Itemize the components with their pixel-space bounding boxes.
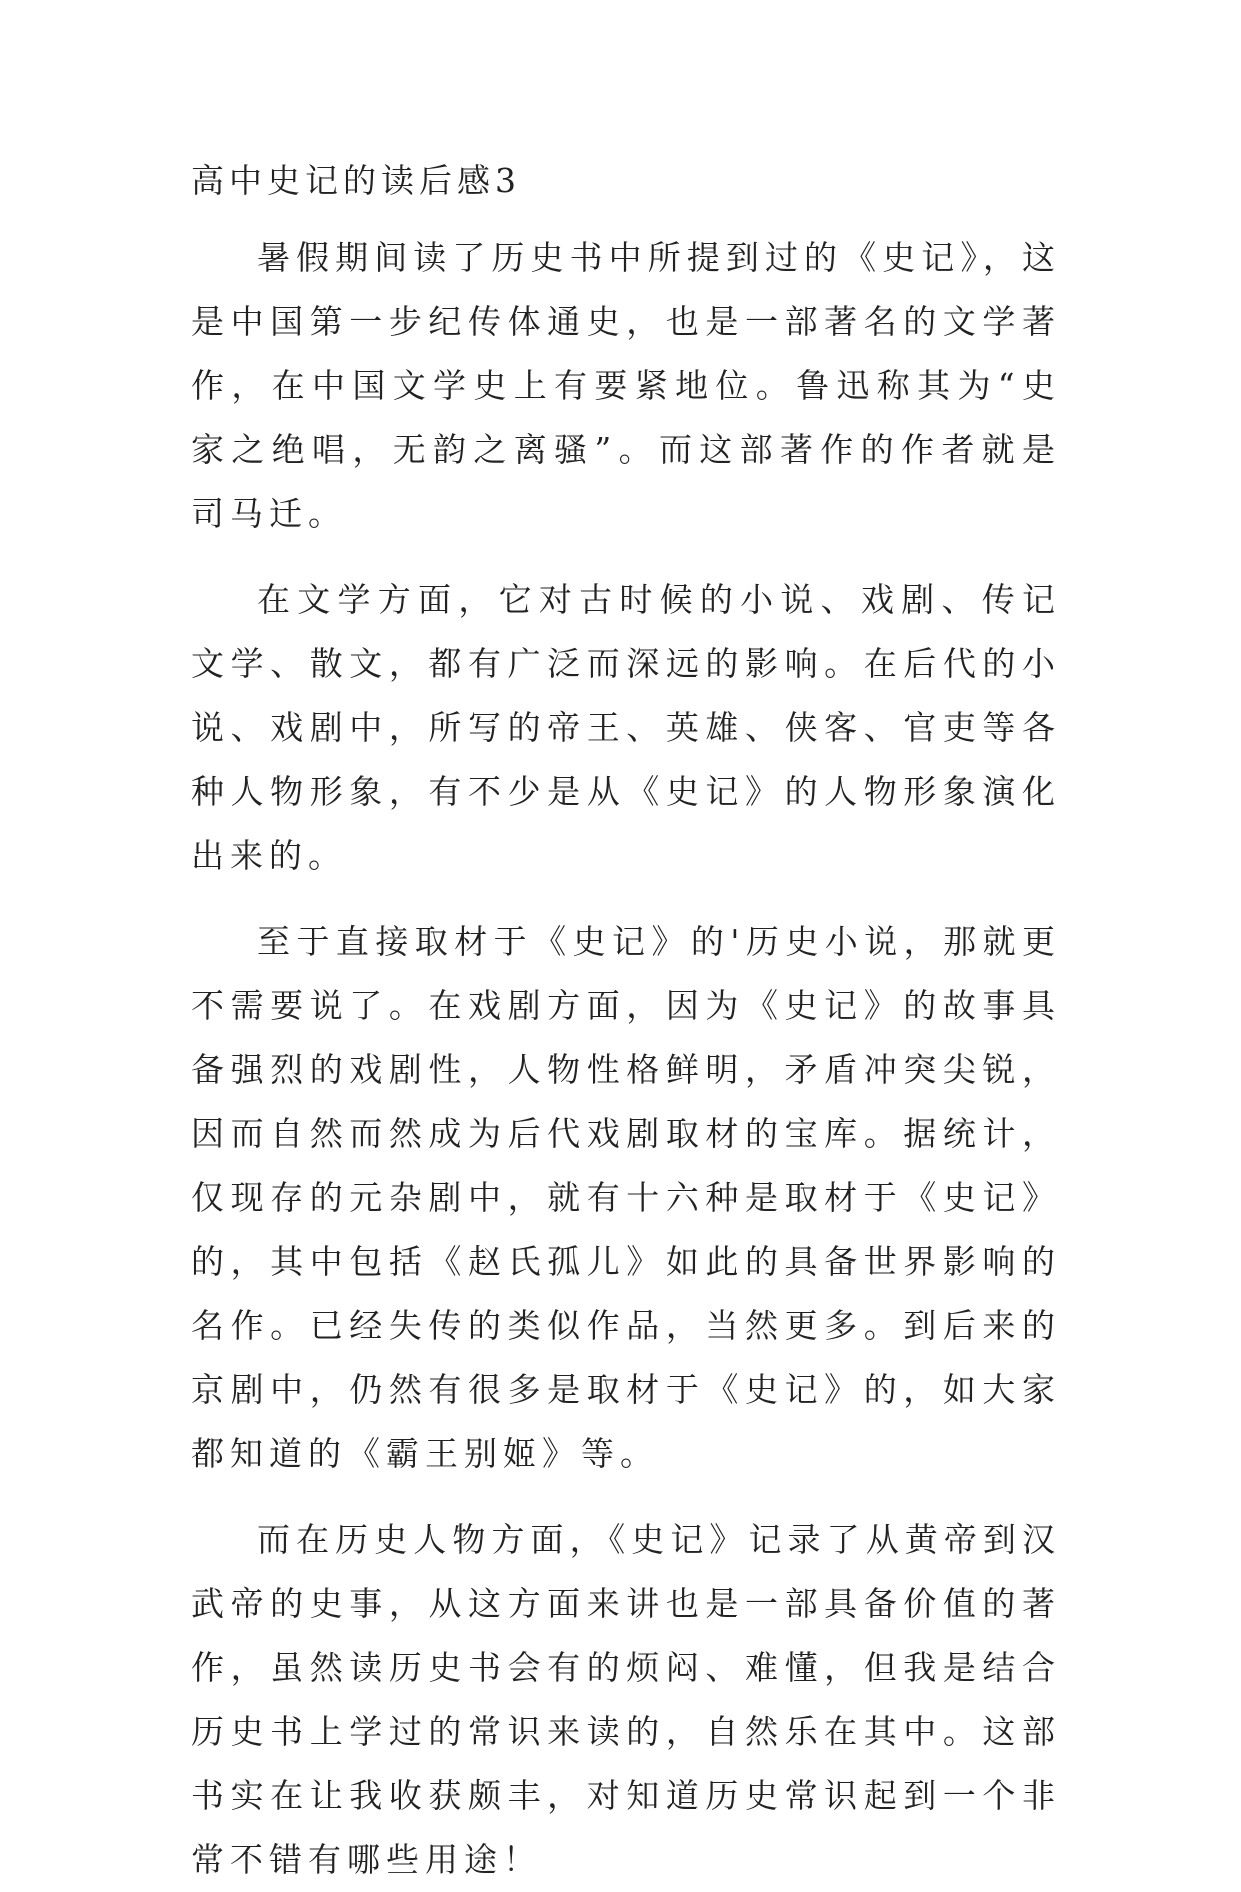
paragraph-4: 而在历史人物方面，《史记》记录了从黄帝到汉武帝的史事，从这方面来讲也是一部具备价值的著作，虽然读历史书会有的烦闷、难懂，但我是结合历史书上学过的常识来读的，自然乐在其中。这部书实在让我收获颇丰，对知道历史常识起到一个非常不错有哪些用途！ [191, 1520, 1061, 1879]
paragraph-2: 在文学方面，它对古时候的小说、戏剧、传记文学、散文，都有广泛而深远的影响。在后代的小说、戏剧中，所写的帝王、英雄、侠客、官吏等各种人物形象，有不少是从《史记》的人物形象演化出来的。 [191, 580, 1061, 875]
paragraph-3: 至于直接取材于《史记》的'历史小说，那就更不需要说了。在戏剧方面，因为《史记》的故事具备强烈的戏剧性，人物性格鲜明，矛盾冲突尖锐，因而自然而然成为后代戏剧取材的宝库。据统计，仅现存的元杂剧中，就有十六种是取材于《史记》的，其中包括《赵氏孤儿》如此的具备世界影响的名作。已经失传的类似作品，当然更多。到后来的京剧中，仍然有很多是取材于《史记》的，如大家都知道的《霸王别姬》等。 [191, 922, 1061, 1473]
paragraph-1: 暑假期间读了历史书中所提到过的《史记》，这是中国第一步纪传体通史，也是一部著名的文学著作，在中国文学史上有要紧地位。鲁迅称其为“史家之绝唱，无韵之离骚”。而这部著作的作者就是司马迁。 [191, 238, 1061, 533]
document-title: 高中史记的读后感3 [191, 161, 521, 200]
document-body [191, 160, 1061, 1892]
